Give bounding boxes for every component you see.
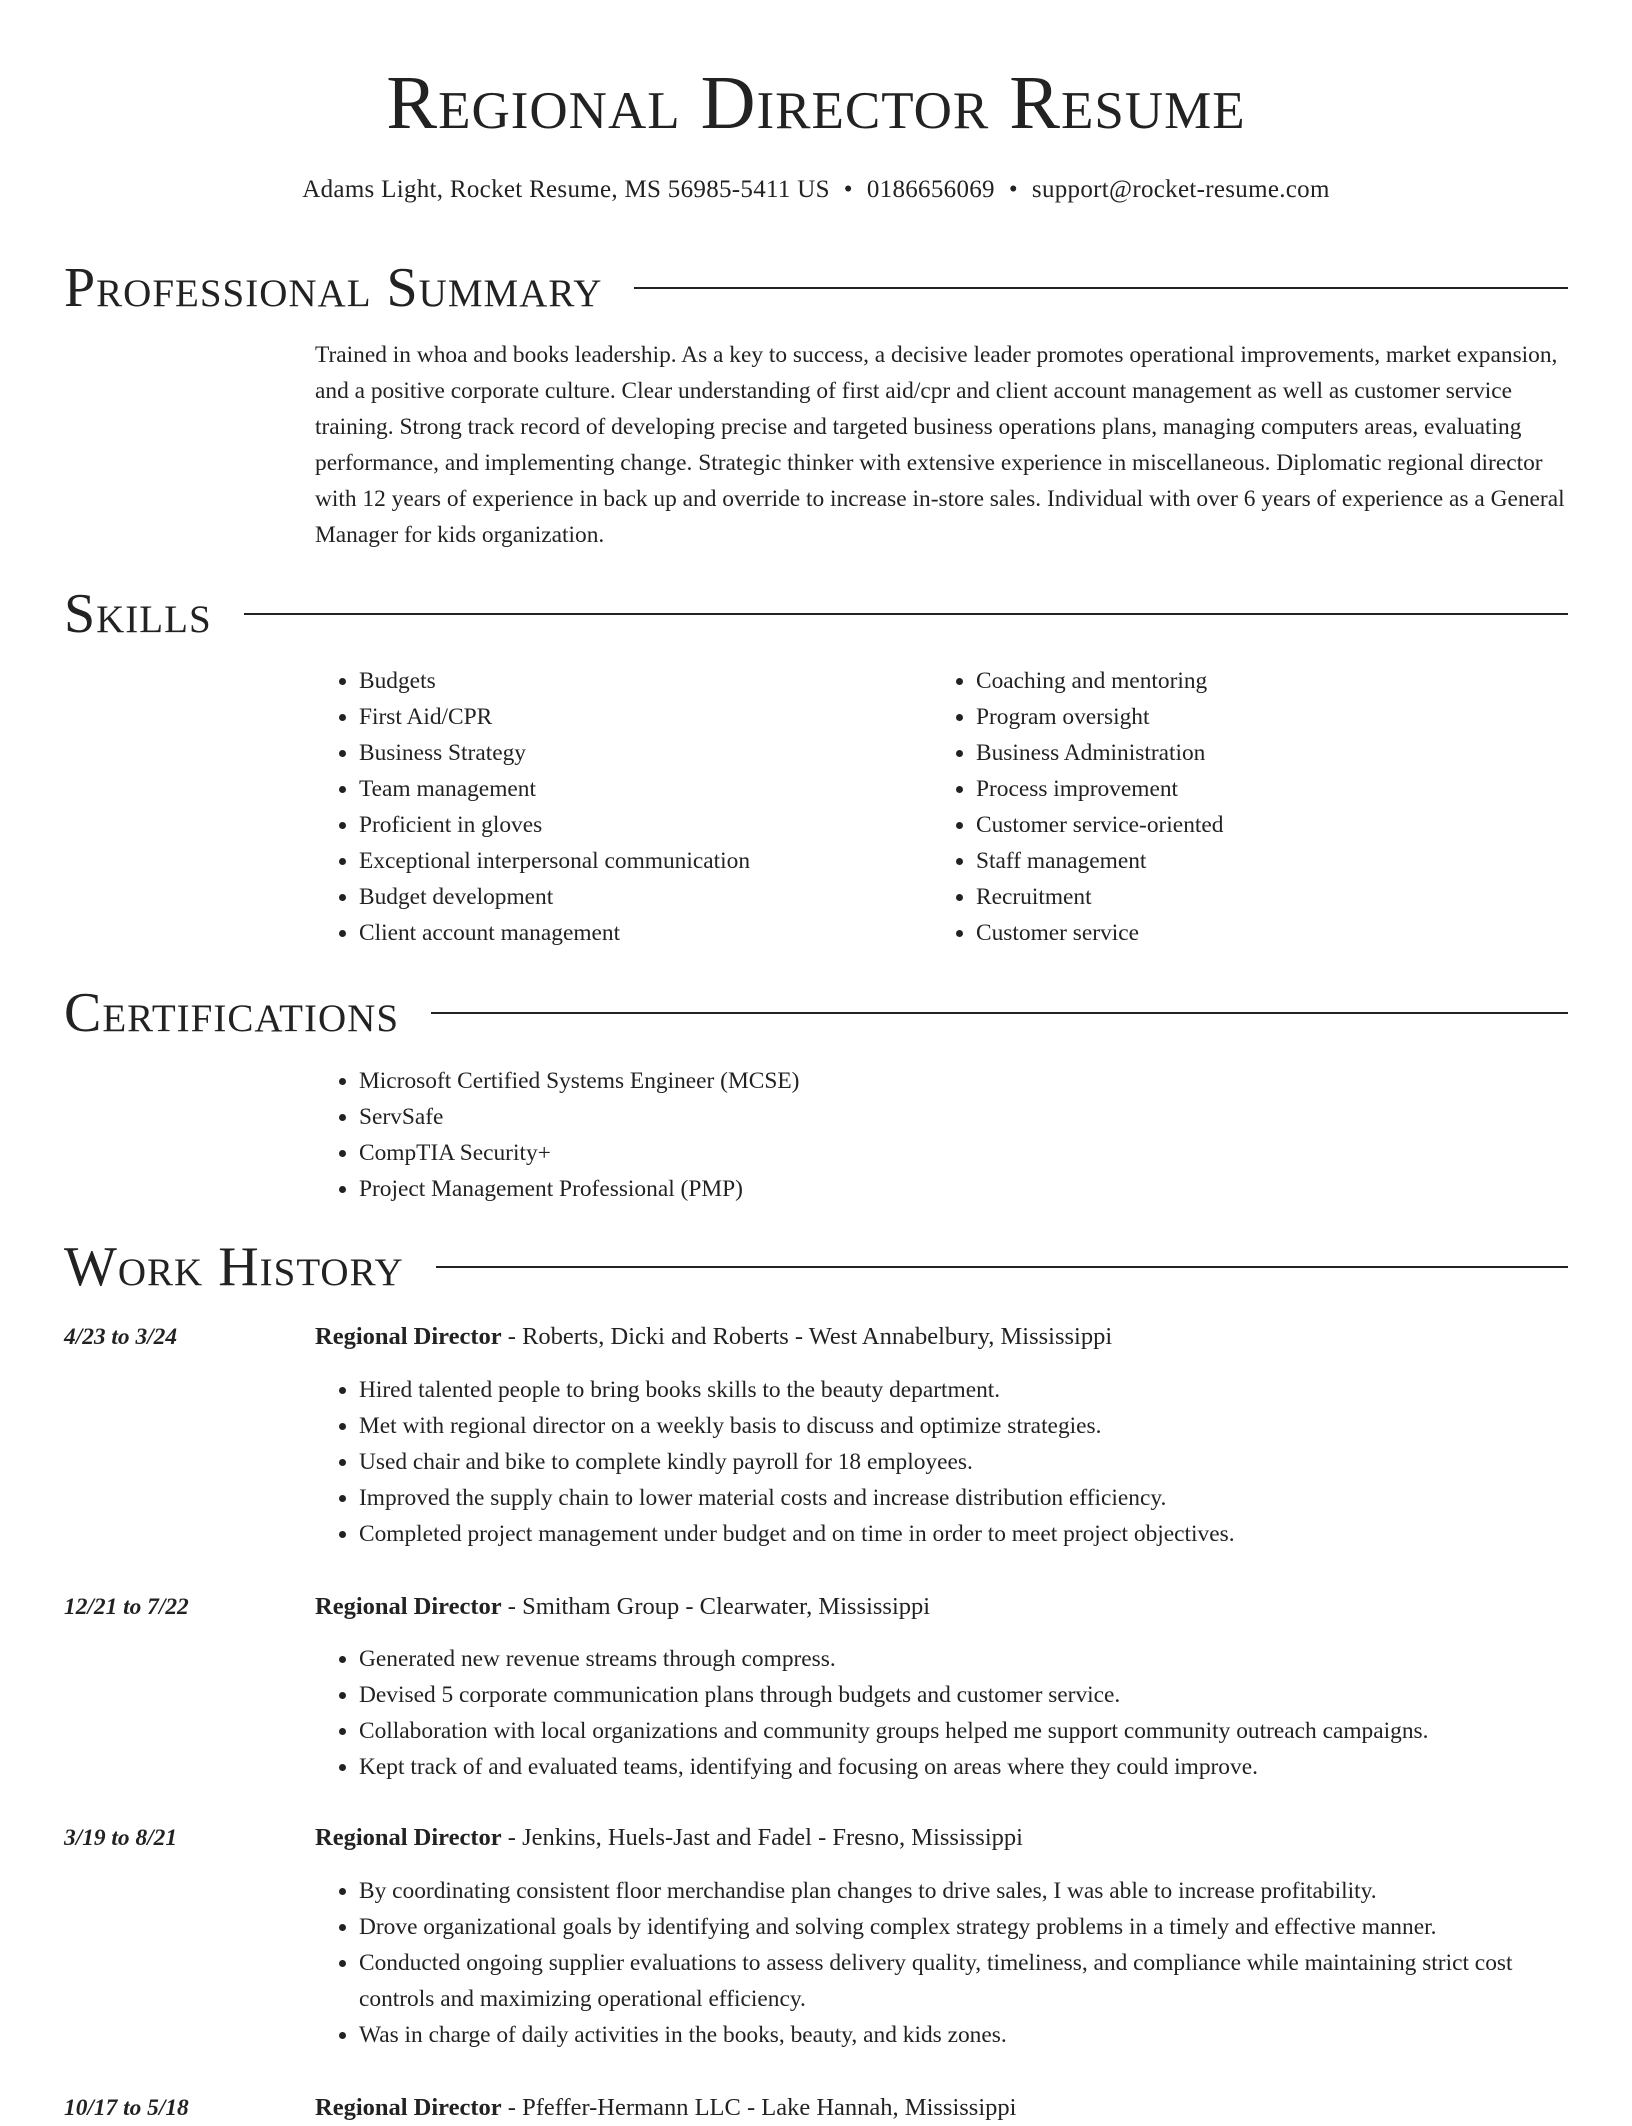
- job-title: Regional Director: [315, 1323, 502, 1350]
- list-item: • Team management: [359, 771, 915, 807]
- skills-right-column: [932, 663, 1532, 951]
- list-item: • Collaboration with local organizations and community groups helped me support community outreach campaigns.: [359, 1713, 1565, 1749]
- list-item: • Business Strategy: [359, 735, 915, 771]
- job-dates: 3/19 to 8/21: [64, 1825, 178, 1851]
- section-rule: [431, 1012, 1568, 1014]
- list-item: • By coordinating consistent floor merchandise plan changes to drive sales, I was able to increase profitability.: [359, 1873, 1565, 1909]
- list-item: • Budgets: [359, 663, 915, 699]
- resume-title: Regional Director Resume: [386, 61, 1246, 145]
- list-item: • Completed project management under budget and on time in order to meet project objectives.: [359, 1516, 1565, 1552]
- job-bullets: [315, 1873, 1565, 2053]
- skills-left-column: [315, 663, 915, 951]
- section-heading: Certifications: [64, 982, 400, 1044]
- job-title: Regional Director: [315, 2094, 502, 2121]
- section-summary-header: [64, 256, 1568, 320]
- job-dates: 10/17 to 5/18: [64, 2095, 189, 2121]
- job-company: - Roberts, Dicki and Roberts - West Annabelbury, Mississippi: [501, 1323, 1113, 1350]
- list-item: • Used chair and bike to complete kindly payroll for 18 employees.: [359, 1444, 1565, 1480]
- list-item: • Staff management: [976, 843, 1532, 879]
- section-rule: [634, 287, 1568, 289]
- list-item: • Microsoft Certified Systems Engineer (MCSE): [359, 1063, 1565, 1099]
- list-item: • ServSafe: [359, 1099, 1565, 1135]
- list-item: • Was in charge of daily activities in the books, beauty, and kids zones.: [359, 2017, 1565, 2053]
- list-item: • Budget development: [359, 879, 915, 915]
- list-item: • Coaching and mentoring: [976, 663, 1532, 699]
- list-item: • Proficient in gloves: [359, 807, 915, 843]
- list-item: • Conducted ongoing supplier evaluations to assess delivery quality, timeliness, and compliance while maintaining strict cost controls and maximizing operational efficiency.: [359, 1945, 1565, 2017]
- job-bullet-list: [315, 1372, 1565, 1552]
- list-item: • Drove organizational goals by identifying and solving complex strategy problems in a timely and effective manner.: [359, 1909, 1565, 1945]
- job-title-line: [315, 1820, 1565, 1856]
- job-title-line: [315, 1319, 1565, 1355]
- section-rule: [244, 613, 1568, 615]
- list-item: • Customer service-oriented: [976, 807, 1532, 843]
- job-title: Regional Director: [315, 1593, 502, 1620]
- contact-separator: •: [843, 176, 853, 203]
- job-company: - Smitham Group - Clearwater, Mississippi: [501, 1593, 931, 1620]
- list-item: • Hired talented people to bring books skills to the beauty department.: [359, 1372, 1565, 1408]
- certifications-list: [315, 1063, 1565, 1207]
- contact-email: support@rocket-resume.com: [1031, 176, 1330, 203]
- job-company: - Jenkins, Huels-Jast and Fadel - Fresno, Mississippi: [501, 1824, 1023, 1851]
- job-dates: 4/23 to 3/24: [64, 1324, 178, 1350]
- certifications-block: [315, 1063, 1565, 1207]
- list-item: • Process improvement: [976, 771, 1532, 807]
- section-heading: Skills: [64, 583, 212, 645]
- job-dates: 12/21 to 7/22: [64, 1594, 189, 1620]
- contact-address: Adams Light, Rocket Resume, MS 56985-5411 US: [302, 176, 830, 203]
- list-item: • Generated new revenue streams through compress.: [359, 1641, 1565, 1677]
- contact-line: [0, 174, 1632, 206]
- job-bullet-list: [315, 1641, 1565, 1785]
- contact-phone: 0186656069: [866, 176, 995, 203]
- list-item: • Met with regional director on a weekly basis to discuss and optimize strategies.: [359, 1408, 1565, 1444]
- list-item: • Business Administration: [976, 735, 1532, 771]
- section-heading: Work History: [64, 1236, 404, 1298]
- section-work-header: [64, 1235, 1568, 1299]
- list-item: • Kept track of and evaluated teams, identifying and focusing on areas where they could improve.: [359, 1749, 1565, 1785]
- list-item: • Recruitment: [976, 879, 1532, 915]
- job-company: - Pfeffer-Hermann LLC - Lake Hannah, Mississippi: [501, 2094, 1017, 2121]
- list-item: • CompTIA Security+: [359, 1135, 1565, 1171]
- job-bullet-list: [315, 1873, 1565, 2053]
- section-certifications-header: [64, 981, 1568, 1045]
- list-item: • Customer service: [976, 915, 1532, 951]
- job-bullets: [315, 1641, 1565, 1785]
- section-rule: [436, 1266, 1568, 1268]
- skills-list: [932, 663, 1532, 951]
- job-bullets: [315, 1372, 1565, 1552]
- summary-text: Trained in whoa and books leadership. As a key to success, a decisive leader promotes operational improvements, market expansion, and a positive corporate culture. Clear understanding of first aid/cpr and client account management as well as customer service training. Strong track record of developing precise and targeted business operations plans, managing computers areas, evaluating performance, and implementing change. Strategic thinker with extensive experience in miscellaneous. Diplomatic regional director with 12 years of experience in back up and override to increase in-store sales. Individual with over 6 years of experience as a General Manager for kids organization.: [315, 342, 1565, 548]
- section-heading: Professional Summary: [64, 257, 603, 319]
- job-title: Regional Director: [315, 1824, 502, 1851]
- list-item: • Program oversight: [976, 699, 1532, 735]
- list-item: • Improved the supply chain to lower material costs and increase distribution efficiency.: [359, 1480, 1565, 1516]
- list-item: • First Aid/CPR: [359, 699, 915, 735]
- list-item: • Devised 5 corporate communication plans through budgets and customer service.: [359, 1677, 1565, 1713]
- job-title-line: [315, 2090, 1565, 2126]
- list-item: • Exceptional interpersonal communication: [359, 843, 915, 879]
- section-skills-header: [64, 582, 1568, 646]
- list-item: • Project Management Professional (PMP): [359, 1171, 1565, 1207]
- list-item: • Client account management: [359, 915, 915, 951]
- contact-separator: •: [1008, 176, 1018, 203]
- job-title-line: [315, 1589, 1565, 1625]
- skills-list: [315, 663, 915, 951]
